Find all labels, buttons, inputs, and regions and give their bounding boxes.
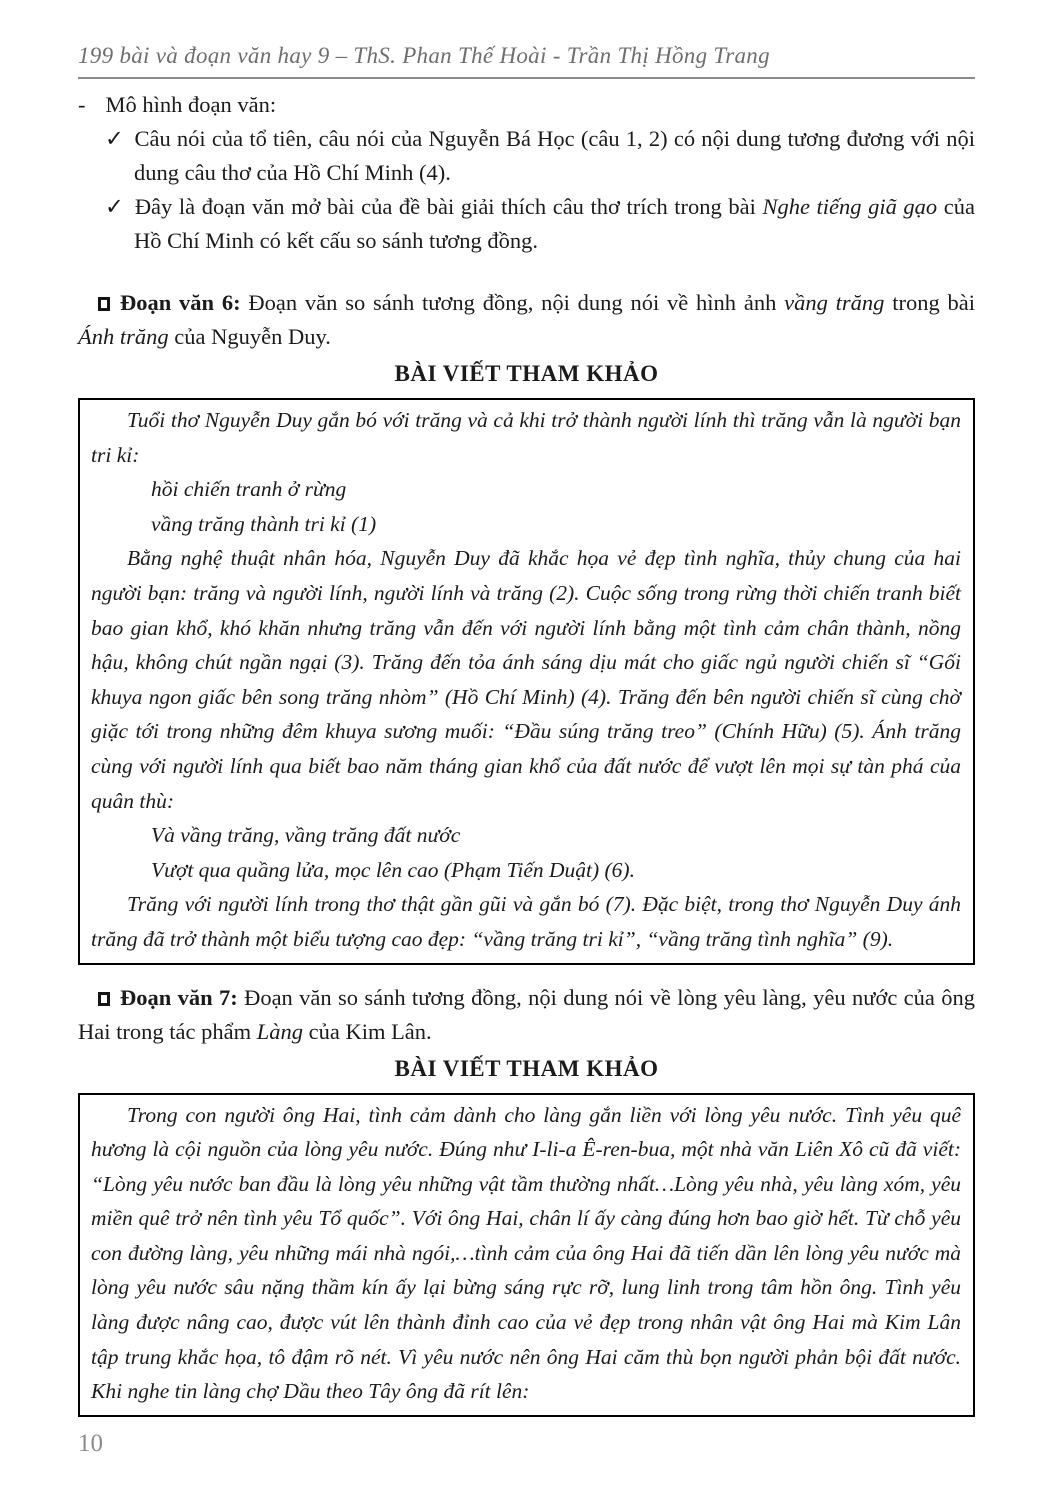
page-footer bbox=[78, 1417, 975, 1458]
section-label: Đoạn văn 6: bbox=[120, 290, 241, 315]
model-paragraph-label: Mô hình đoạn văn: bbox=[105, 92, 277, 117]
reference-essay-box bbox=[78, 1093, 975, 1417]
reference-essay-title: BÀI VIẾT THAM KHẢO bbox=[394, 361, 659, 386]
section-doan-van-7 bbox=[78, 981, 975, 1417]
page-number: 10 bbox=[78, 1429, 103, 1457]
section-heading bbox=[78, 286, 975, 354]
essay-paragraph: Trăng với người lính trong thơ thật gần gũi và gắn bó (7). Đặc biệt, trong thơ Nguyễn Duy ánh trăng đã trở thành một biểu tượng cao đẹp: “vầng trăng tri kỉ”, “vầng trăng tình nghĩa” (9). bbox=[91, 892, 961, 951]
section-heading bbox=[78, 981, 975, 1049]
work-title-italic: Nghe tiếng giã gạo bbox=[762, 194, 938, 219]
section-desc: Đoạn văn so sánh tương đồng, nội dung nói về hình ảnh bbox=[240, 290, 785, 315]
running-head: 199 bài và đoạn văn hay 9 – ThS. Phan Thế Hoài - Trần Thị Hồng Trang bbox=[78, 42, 975, 79]
section-desc: Đoạn văn so sánh tương đồng, nội dung nói về lòng yêu làng, yêu nước của ông Hai trong tác phẩm bbox=[78, 984, 975, 1044]
essay-paragraph: Tuổi thơ Nguyễn Duy gắn bó với trăng và cả khi trở thành người lính thì trăng vẫn là người bạn tri kỉ: bbox=[91, 408, 961, 467]
check-list-item-2 bbox=[78, 190, 975, 258]
verse-line: vầng trăng thành tri kỉ (1) bbox=[151, 511, 377, 536]
essay-paragraph: Trong con người ông Hai, tình cảm dành cho làng gắn liền với lòng yêu nước. Tình yêu quê hương là cội nguồn của lòng yêu nước. Đúng như I-li-a Ê-ren-bua, một nhà văn Liên Xô cũ đã viết: “Lòng yêu nước ban đầu là lòng yêu những vật tầm thường nhất…Lòng yêu nhà, yêu làng xóm, yêu miền quê trở nên tình yêu Tổ quốc”. Với ông Hai, chân lí ấy càng đúng hơn bao giờ hết. Từ chỗ yêu con đường làng, yêu những mái nhà ngói,…tình cảm của ông Hai đã tiến dần lên lòng yêu nước mà lòng yêu nước sâu nặng thầm kín ấy lại bừng sáng rực rỡ, lung linh trong tâm hồn ông. Tình yêu làng được nâng cao, được vút lên thành đỉnh cao của vẻ đẹp trong nhân vật ông Hai mà Kim Lân tập trung khắc họa, tô đậm rõ nét. Vì yêu nước nên ông Hai căm thù bọn người phản bội đất nước. Khi nghe tin làng chợ Dầu theo Tây ông đã rít lên: bbox=[91, 1102, 961, 1404]
verse-line: Và vầng trăng, vầng trăng đất nước bbox=[151, 823, 461, 848]
term-italic: vầng trăng bbox=[784, 290, 885, 315]
essay-paragraph: Bằng nghệ thuật nhân hóa, Nguyễn Duy đã khắc họa vẻ đẹp tình nghĩa, thủy chung của hai người bạn: trăng và người lính, người lính và trăng (2). Cuộc sống trong rừng thời chiến tranh biết bao gian khổ, khó khăn nhưng trăng vẫn đến với người lính bằng một tình cảm chân thành, nồng hậu, không chút ngần ngại (3). Trăng đến tỏa ánh sáng dịu mát cho giấc ngủ người chiến sĩ “Gối khuya ngon giấc bên song trăng nhòm” (Hồ Chí Minh) (4). Trăng đến bên người chiến sĩ cùng chờ giặc tới trong những đêm khuya sương muối: “Đầu súng trăng treo” (Chính Hữu) (5). Ánh trăng cùng với người lính qua biết bao năm tháng gian khổ của đất nước để vượt lên mọi sự tàn phá của quân thù: bbox=[91, 546, 961, 813]
verse-line: hồi chiến tranh ở rừng bbox=[151, 477, 347, 502]
work-title-italic: Ánh trăng bbox=[78, 324, 169, 349]
square-bullet-icon bbox=[98, 992, 110, 1006]
checkmark-icon: ✓ bbox=[105, 194, 125, 219]
model-paragraph-heading bbox=[78, 88, 975, 122]
section-label: Đoạn văn 7: bbox=[120, 984, 238, 1010]
dash-bullet-icon: - bbox=[78, 92, 86, 117]
section-desc: của Nguyễn Duy. bbox=[168, 324, 331, 349]
work-title-italic: Làng bbox=[256, 1018, 303, 1044]
check-item-text: Đây là đoạn văn mở bài của đề bài giải thích câu thơ trích trong bài bbox=[134, 194, 763, 219]
reference-essay-title: BÀI VIẾT THAM KHẢO bbox=[394, 1055, 659, 1081]
reference-essay-box bbox=[78, 398, 975, 965]
square-bullet-icon bbox=[98, 297, 110, 311]
section-doan-van-6 bbox=[78, 286, 975, 965]
check-item-text: Câu nói của tổ tiên, câu nói của Nguyễn Bá Học (câu 1, 2) có nội dung tương đương với nội dung câu thơ của Hồ Chí Minh (4). bbox=[134, 126, 975, 185]
check-item-text: của Hồ Chí Minh có kết cấu so sánh tương đồng. bbox=[134, 194, 975, 253]
section-desc: trong bài bbox=[884, 290, 975, 315]
page-body bbox=[78, 88, 975, 1417]
verse-line: Vượt qua quầng lửa, mọc lên cao (Phạm Tiến Duật) (6). bbox=[151, 857, 635, 882]
check-list-item-1 bbox=[78, 122, 975, 190]
section-desc: của Kim Lân. bbox=[302, 1018, 432, 1044]
checkmark-icon: ✓ bbox=[105, 126, 125, 151]
